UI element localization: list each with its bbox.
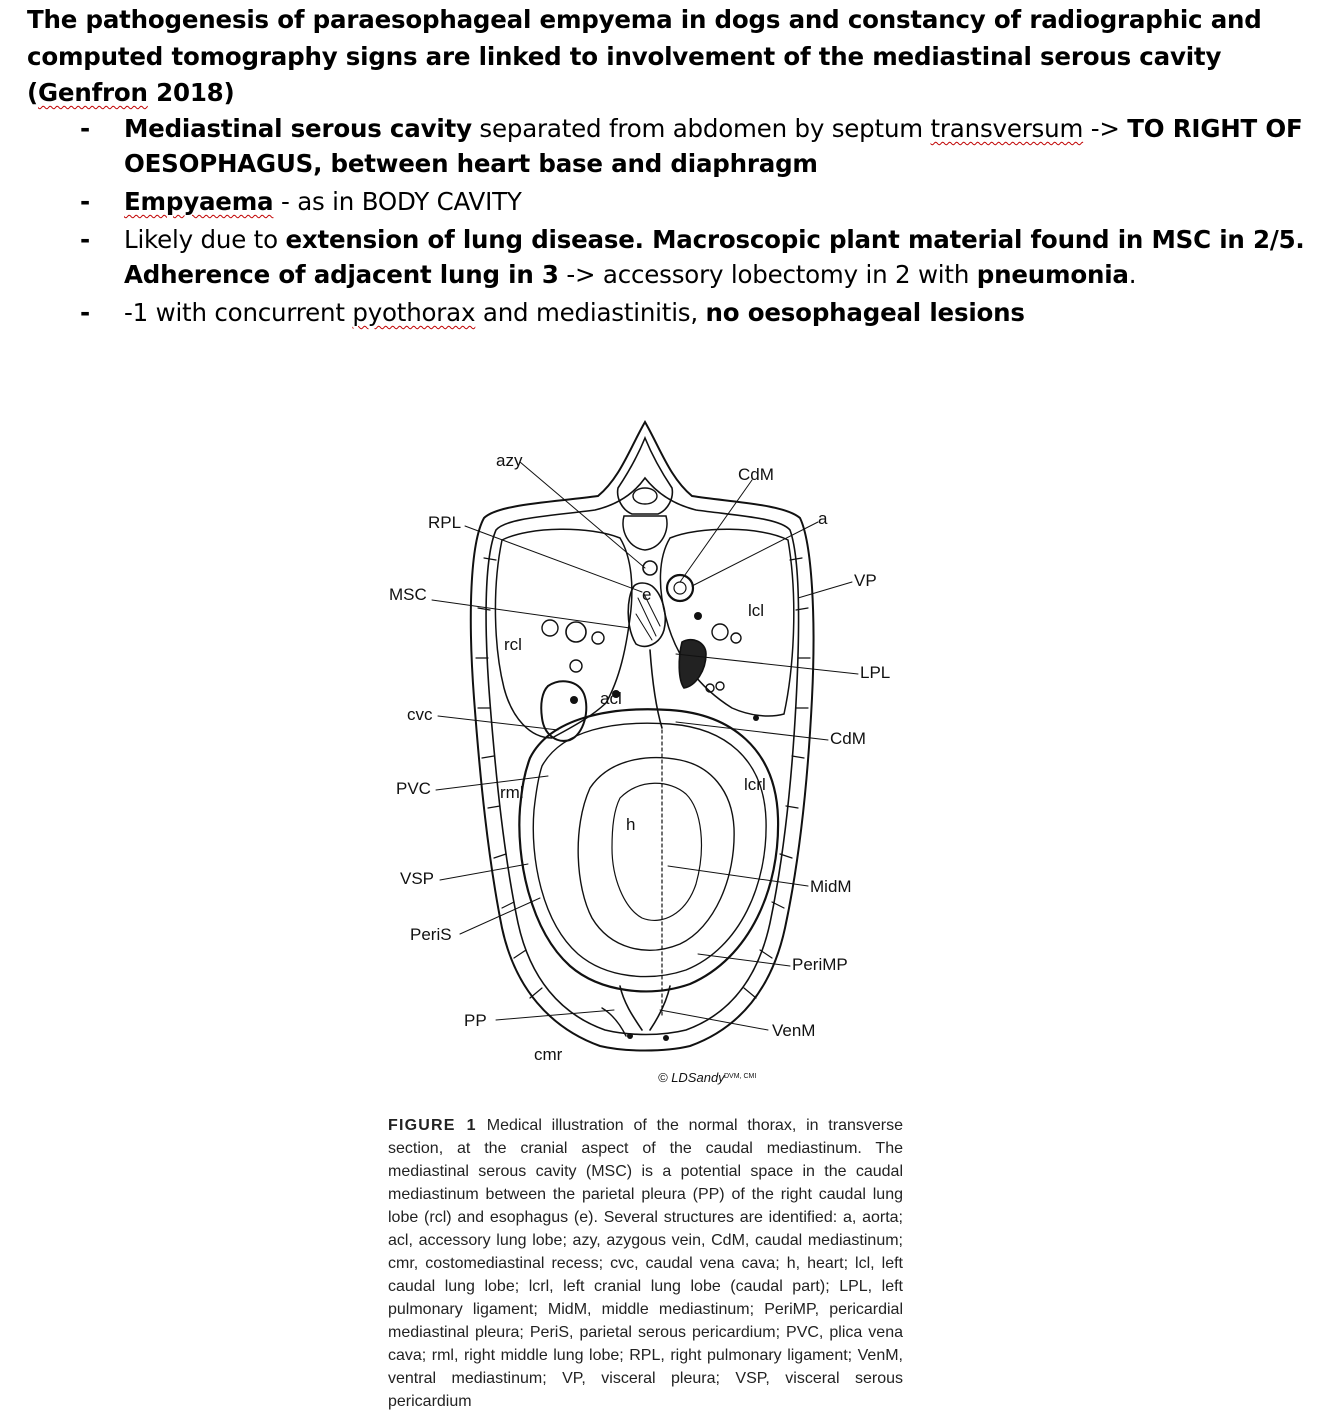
- thoracic-wall-inner: [486, 478, 798, 1035]
- bullet-text: - as in BODY CAVITY: [273, 187, 522, 216]
- label-pp: PP: [464, 1011, 487, 1030]
- lung-vessel: [712, 624, 728, 640]
- leader-line: [520, 462, 645, 568]
- lung-vessel: [570, 696, 578, 704]
- label-h: h: [626, 815, 636, 834]
- label-perimp: PeriMP: [792, 955, 848, 974]
- label-lcrl: lcrl: [744, 775, 766, 794]
- bullet-text: ->: [1083, 114, 1128, 143]
- bullet-dash: -: [80, 114, 90, 143]
- bullet-dash: -: [80, 298, 90, 327]
- leader-line: [438, 716, 558, 730]
- bullet-text: -> accessory lobectomy in 2 with: [558, 260, 977, 289]
- leader-line: [440, 864, 528, 880]
- label-a: a: [818, 509, 828, 528]
- bullet-item-2: [0, 184, 1320, 219]
- leader-line: [668, 866, 808, 886]
- illustrator-credentials: DVM, CMI: [724, 1073, 757, 1080]
- label-vsp: VSP: [400, 869, 435, 888]
- label-rpl: RPL: [428, 513, 462, 532]
- bullet-list: [0, 111, 1320, 333]
- leader-line: [436, 776, 548, 790]
- label-cmr: cmr: [534, 1045, 563, 1064]
- label-cvc: cvc: [407, 705, 433, 724]
- aorta-lumen: [674, 582, 686, 594]
- bullet-text: and mediastinitis,: [475, 298, 706, 327]
- label-cdm-top: CdM: [738, 465, 774, 484]
- lung-vessel: [694, 612, 702, 620]
- left-bronchus: [679, 640, 706, 688]
- lung-vessel: [731, 633, 741, 643]
- label-cdm-mid: CdM: [830, 729, 866, 748]
- label-pvc: PVC: [396, 779, 431, 798]
- bullet-spellcheck-word: transversum: [930, 114, 1084, 143]
- sternal-vessel: [663, 1035, 669, 1041]
- left-lung-lobe: [660, 529, 793, 716]
- bullet-bold: Mediastinal serous cavity: [124, 114, 472, 143]
- lung-vessel: [542, 620, 558, 636]
- bullet-spellcheck-word: Empyaema: [124, 187, 274, 216]
- lung-vessel: [570, 660, 582, 672]
- heading-author: Genfron: [38, 78, 148, 107]
- lung-vessel: [753, 715, 759, 721]
- spinal-canal: [633, 488, 657, 504]
- bullet-text: -1 with concurrent: [124, 298, 353, 327]
- leader-line: [798, 582, 852, 598]
- vertebra: [618, 438, 673, 514]
- figure-caption-label: FIGURE 1: [388, 1117, 477, 1134]
- heart-chamber: [612, 783, 701, 920]
- lung-vessel: [592, 632, 604, 644]
- bullet-item-3: [0, 222, 1320, 292]
- ventral-mediastinum: [620, 986, 670, 1030]
- label-lpl: LPL: [860, 663, 891, 682]
- bullet-text: separated from abdomen by septum: [471, 114, 931, 143]
- mediastinal-septum: [650, 650, 662, 728]
- illustrator-signature: © LDSandy: [658, 1070, 725, 1085]
- thorax-cross-section-drawing: [380, 418, 910, 1098]
- label-lcl: lcl: [748, 601, 765, 620]
- bullet-item-1: [0, 111, 1320, 181]
- bullet-item-4: [0, 295, 1320, 330]
- label-vp: VP: [854, 571, 877, 590]
- bullet-bold: TO RIGHT OF OESOPHAGUS, between heart base and diaphragm: [124, 114, 1303, 178]
- aorta: [667, 575, 693, 601]
- label-peris: PeriS: [410, 925, 452, 944]
- pericardium-inner: [533, 723, 766, 976]
- thorax-illustration: [380, 418, 910, 1098]
- heading-year: 2018): [147, 78, 235, 107]
- label-venm: VenM: [772, 1021, 816, 1040]
- bullet-text: Likely due to: [124, 225, 286, 254]
- lung-vessel: [716, 682, 724, 690]
- figure-caption-text: Medical illustration of the normal thorax, in transverse section, at the cranial aspect of the caudal mediastinum. The mediastinal serous cavity (MSC) is a potential space in the caudal mediastinum between the parietal pleura (PP) of the right caudal lung lobe (rcl) and esophagus (e). Several structures are identified: a, aorta; acl, accessory lung lobe; azy, azygous vein, CdM, caudal mediastinum; cmr, costomediastinal recess; cvc, caudal vena cava; h, heart; lcl, left caudal lung lobe; lcrl, left cranial lung lobe (caudal part); LPL, left pulmonary ligament; MidM, middle mediastinum; PeriMP, pericardial mediastinal pleura; PeriS, parietal serous pericardium; PVC, plica vena cava; rml, right middle lung lobe; RPL, right pulmonary ligament; VenM, ventral mediastinum; VP, visceral pleura; VSP, visceral serous pericardium: [388, 1117, 904, 1410]
- bullet-dash: -: [80, 187, 90, 216]
- lung-vessel: [566, 622, 586, 642]
- label-rcl: rcl: [504, 635, 522, 654]
- vertebral-body: [623, 516, 667, 550]
- bullet-bold: no oesophageal lesions: [705, 298, 1025, 327]
- label-msc: MSC: [389, 585, 427, 604]
- page-heading: [27, 2, 1297, 112]
- bullet-bold: extension of lung disease. Macroscopic plant material found in MSC in 2/5. Adherence of adjacent lung in 3: [124, 225, 1305, 289]
- leader-line: [660, 1010, 768, 1030]
- heart-muscle: [578, 758, 734, 951]
- label-acl: acl: [600, 689, 622, 708]
- bullet-spellcheck-word: pyothorax: [352, 298, 476, 327]
- leader-line: [432, 600, 630, 628]
- leader-line: [676, 722, 828, 740]
- bullet-dash: -: [80, 225, 90, 254]
- leader-line: [460, 898, 540, 934]
- heading-text: The pathogenesis of paraesophageal empyema in dogs and constancy of radiographic and computed tomography signs are linked to involvement of the mediastinal serous cavity (: [27, 5, 1262, 107]
- label-rml: rml: [500, 783, 524, 802]
- bullet-bold: pneumonia: [976, 260, 1129, 289]
- label-midm: MidM: [810, 877, 852, 896]
- label-e: e: [642, 585, 652, 604]
- leader-line: [496, 1010, 614, 1020]
- label-azy: azy: [496, 451, 523, 470]
- bullet-text: .: [1128, 260, 1137, 289]
- figure-caption: [388, 1114, 903, 1413]
- sternal-vessel: [627, 1033, 633, 1039]
